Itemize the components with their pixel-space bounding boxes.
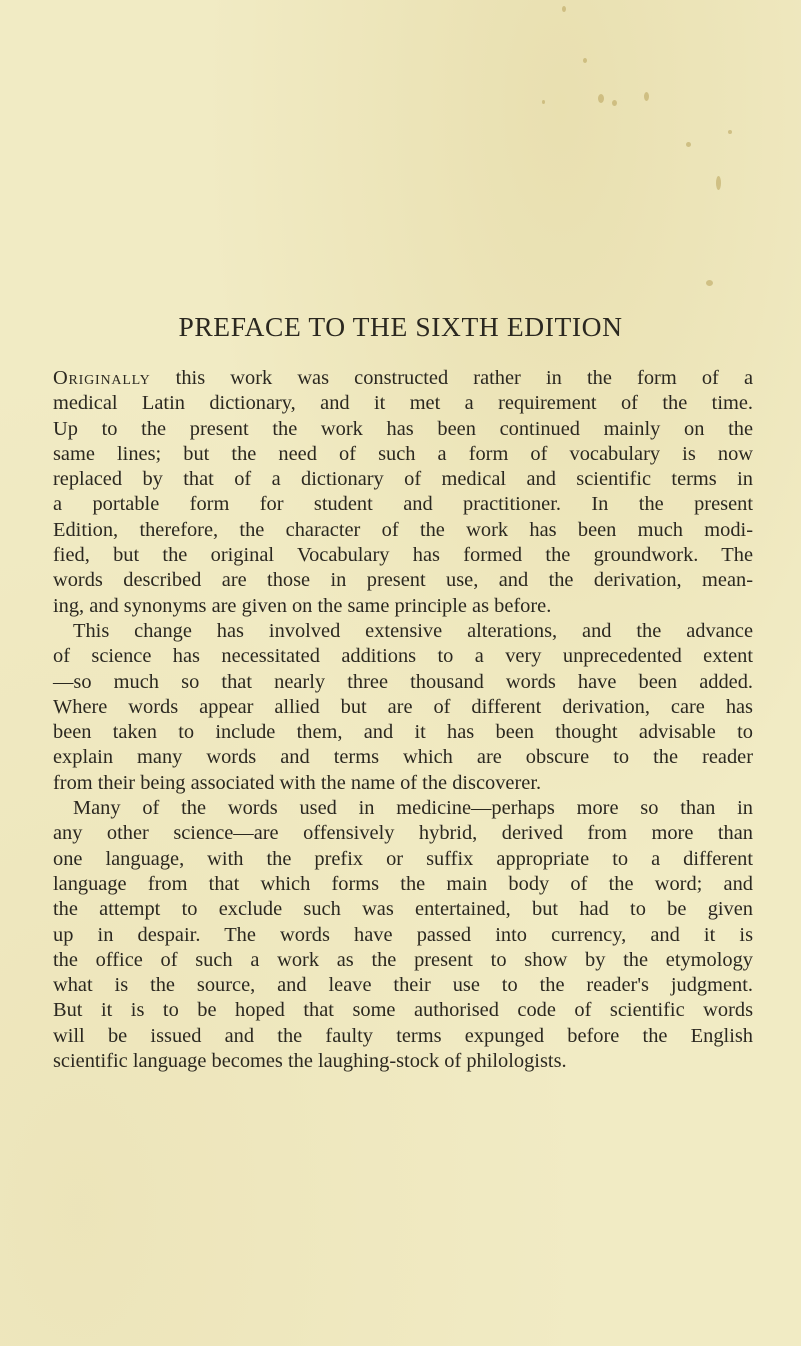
- foxing-spot: [542, 100, 545, 104]
- text-line: Originally this work was constructed rather in the form of a: [53, 367, 753, 389]
- foxing-spot: [583, 58, 587, 63]
- foxing-spot: [644, 92, 649, 101]
- text-line: But it is to be hoped that some authorised code of scientific words: [53, 999, 753, 1022]
- foxing-spot: [686, 142, 691, 147]
- text-line: Edition, therefore, the character of the work has been much modi-: [53, 518, 753, 541]
- foxing-spot: [612, 100, 617, 106]
- text-line: ing, and synonyms are given on the same principle as before.: [53, 594, 552, 617]
- foxing-spot: [562, 6, 566, 12]
- text-line: from their being associated with the name of the discoverer.: [53, 771, 542, 794]
- text-line: will be issued and the faulty terms expunged before the English: [53, 1024, 753, 1047]
- text-line: any other science—are offensively hybrid, derived from more than: [53, 822, 753, 845]
- text-line: explain many words and terms which are obscure to the reader: [53, 746, 753, 769]
- text-line: —so much so that nearly three thousand words have been added.: [53, 670, 753, 693]
- text-line: same lines; but the need of such a form of vocabulary is now: [53, 442, 753, 465]
- text-line: Up to the present the work has been continued mainly on the: [53, 417, 753, 440]
- text-line: Many of the words used in medicine—perhaps more so than in: [73, 797, 753, 820]
- text-line: a portable form for student and practitioner. In the present: [53, 493, 753, 516]
- foxing-spot: [706, 280, 713, 286]
- text-line: language from that which forms the main body of the word; and: [53, 872, 753, 895]
- text-line: been taken to include them, and it has been thought advisable to: [53, 721, 753, 744]
- text-line: words described are those in present use, and the derivation, mean-: [53, 569, 753, 592]
- text-line: one language, with the prefix or suffix appropriate to a different: [53, 847, 753, 870]
- text-line: the attempt to exclude such was entertained, but had to be given: [53, 898, 753, 921]
- text-line: scientific language becomes the laughing-stock of philologists.: [53, 1050, 567, 1073]
- text-line: fied, but the original Vocabulary has formed the groundwork. The: [53, 544, 753, 567]
- foxing-spot: [716, 176, 721, 190]
- text-line: of science has necessitated additions to a very unprecedented extent: [53, 645, 753, 668]
- text-line: This change has involved extensive alterations, and the advance: [73, 619, 753, 642]
- page-title: PREFACE TO THE SIXTH EDITION: [178, 311, 623, 342]
- text-line: medical Latin dictionary, and it met a requirement of the time.: [53, 392, 753, 415]
- text-line: the office of such a work as the present to show by the etymology: [53, 948, 753, 971]
- foxing-spot: [598, 94, 604, 103]
- lead-word: Originally: [53, 367, 151, 389]
- preface-text: [53, 366, 753, 1074]
- text-line: replaced by that of a dictionary of medical and scientific terms in: [53, 468, 753, 491]
- text-line: what is the source, and leave their use to the reader's judgment.: [53, 974, 753, 997]
- text-line: Where words appear allied but are of different derivation, care has: [53, 695, 753, 718]
- foxing-spot: [728, 130, 732, 134]
- text-line: up in despair. The words have passed into currency, and it is: [53, 923, 753, 946]
